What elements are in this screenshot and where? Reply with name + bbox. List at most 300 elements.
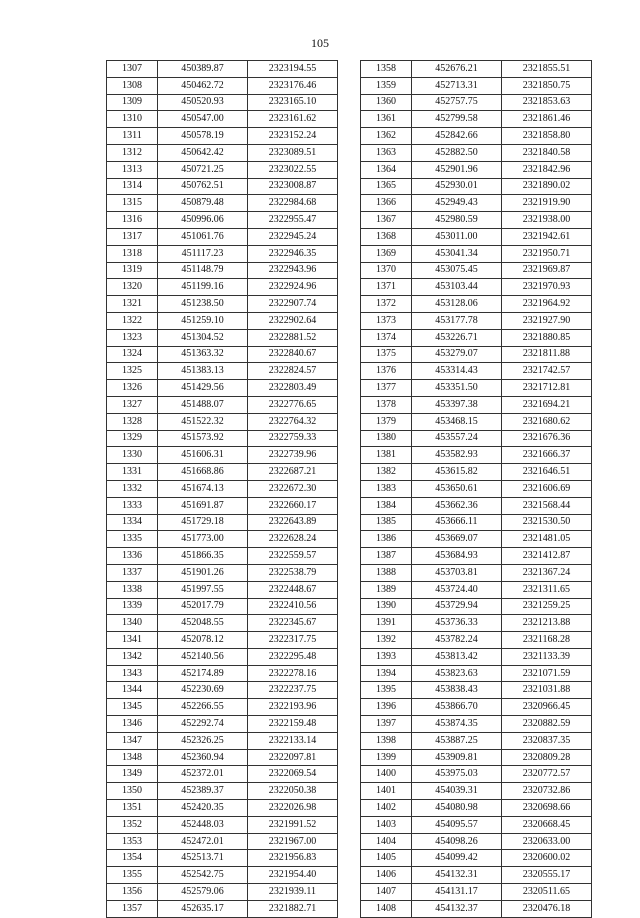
y-coordinate-cell: 2322803.49 bbox=[248, 380, 338, 397]
point-number-cell: 1346 bbox=[107, 716, 158, 733]
y-coordinate-cell: 2321939.11 bbox=[248, 884, 338, 901]
y-coordinate-cell: 2321861.46 bbox=[502, 111, 592, 128]
point-number-cell: 1338 bbox=[107, 581, 158, 598]
table-row bbox=[361, 884, 592, 901]
table-row bbox=[107, 480, 338, 497]
x-coordinate-cell: 452389.37 bbox=[158, 783, 248, 800]
point-number-cell: 1375 bbox=[361, 346, 412, 363]
table-row bbox=[107, 816, 338, 833]
table-row bbox=[361, 833, 592, 850]
point-number-cell: 1316 bbox=[107, 212, 158, 229]
x-coordinate-cell: 450642.42 bbox=[158, 144, 248, 161]
x-coordinate-cell: 451363.32 bbox=[158, 346, 248, 363]
point-number-cell: 1324 bbox=[107, 346, 158, 363]
x-coordinate-cell: 451522.32 bbox=[158, 413, 248, 430]
point-number-cell: 1345 bbox=[107, 699, 158, 716]
y-coordinate-cell: 2322278.16 bbox=[248, 665, 338, 682]
point-number-cell: 1394 bbox=[361, 665, 412, 682]
y-coordinate-cell: 2321967.00 bbox=[248, 833, 338, 850]
point-number-cell: 1331 bbox=[107, 464, 158, 481]
x-coordinate-cell: 451148.79 bbox=[158, 262, 248, 279]
table-row bbox=[361, 766, 592, 783]
table-row bbox=[107, 665, 338, 682]
x-coordinate-cell: 454132.37 bbox=[412, 900, 502, 917]
table-row bbox=[107, 77, 338, 94]
table-row bbox=[361, 380, 592, 397]
table-body-right bbox=[361, 61, 592, 918]
point-number-cell: 1313 bbox=[107, 161, 158, 178]
table-row bbox=[107, 228, 338, 245]
x-coordinate-cell: 452676.21 bbox=[412, 61, 502, 78]
x-coordinate-cell: 452360.94 bbox=[158, 749, 248, 766]
x-coordinate-cell: 451117.23 bbox=[158, 245, 248, 262]
x-coordinate-cell: 451606.31 bbox=[158, 447, 248, 464]
x-coordinate-cell: 452882.50 bbox=[412, 144, 502, 161]
x-coordinate-cell: 452230.69 bbox=[158, 682, 248, 699]
y-coordinate-cell: 2321956.83 bbox=[248, 850, 338, 867]
point-number-cell: 1370 bbox=[361, 262, 412, 279]
x-coordinate-cell: 450547.00 bbox=[158, 111, 248, 128]
y-coordinate-cell: 2320809.28 bbox=[502, 749, 592, 766]
point-number-cell: 1352 bbox=[107, 816, 158, 833]
point-number-cell: 1323 bbox=[107, 329, 158, 346]
point-number-cell: 1376 bbox=[361, 363, 412, 380]
point-number-cell: 1384 bbox=[361, 497, 412, 514]
point-number-cell: 1387 bbox=[361, 548, 412, 565]
x-coordinate-cell: 453314.43 bbox=[412, 363, 502, 380]
table-row bbox=[361, 296, 592, 313]
y-coordinate-cell: 2321970.93 bbox=[502, 279, 592, 296]
table-row bbox=[107, 245, 338, 262]
x-coordinate-cell: 453075.45 bbox=[412, 262, 502, 279]
x-coordinate-cell: 452635.17 bbox=[158, 900, 248, 917]
point-number-cell: 1374 bbox=[361, 329, 412, 346]
point-number-cell: 1309 bbox=[107, 94, 158, 111]
y-coordinate-cell: 2321858.80 bbox=[502, 128, 592, 145]
x-coordinate-cell: 454099.42 bbox=[412, 850, 502, 867]
y-coordinate-cell: 2321742.57 bbox=[502, 363, 592, 380]
y-coordinate-cell: 2322559.57 bbox=[248, 548, 338, 565]
y-coordinate-cell: 2321031.88 bbox=[502, 682, 592, 699]
table-row bbox=[107, 766, 338, 783]
x-coordinate-cell: 451901.26 bbox=[158, 564, 248, 581]
point-number-cell: 1312 bbox=[107, 144, 158, 161]
table-row bbox=[107, 128, 338, 145]
x-coordinate-cell: 452799.58 bbox=[412, 111, 502, 128]
x-coordinate-cell: 450520.93 bbox=[158, 94, 248, 111]
x-coordinate-cell: 453813.42 bbox=[412, 648, 502, 665]
point-number-cell: 1347 bbox=[107, 732, 158, 749]
x-coordinate-cell: 453666.11 bbox=[412, 514, 502, 531]
point-number-cell: 1308 bbox=[107, 77, 158, 94]
y-coordinate-cell: 2322159.48 bbox=[248, 716, 338, 733]
y-coordinate-cell: 2323165.10 bbox=[248, 94, 338, 111]
table-row bbox=[107, 464, 338, 481]
point-number-cell: 1395 bbox=[361, 682, 412, 699]
point-number-cell: 1379 bbox=[361, 413, 412, 430]
point-number-cell: 1319 bbox=[107, 262, 158, 279]
y-coordinate-cell: 2322946.35 bbox=[248, 245, 338, 262]
table-row bbox=[361, 581, 592, 598]
table-row bbox=[107, 346, 338, 363]
point-number-cell: 1335 bbox=[107, 531, 158, 548]
table-row bbox=[361, 514, 592, 531]
table-row bbox=[107, 178, 338, 195]
point-number-cell: 1311 bbox=[107, 128, 158, 145]
y-coordinate-cell: 2320633.00 bbox=[502, 833, 592, 850]
y-coordinate-cell: 2322687.21 bbox=[248, 464, 338, 481]
point-number-cell: 1378 bbox=[361, 396, 412, 413]
y-coordinate-cell: 2322628.24 bbox=[248, 531, 338, 548]
x-coordinate-cell: 454132.31 bbox=[412, 867, 502, 884]
y-coordinate-cell: 2321606.69 bbox=[502, 480, 592, 497]
y-coordinate-cell: 2322193.96 bbox=[248, 699, 338, 716]
table-row bbox=[107, 94, 338, 111]
x-coordinate-cell: 451668.86 bbox=[158, 464, 248, 481]
x-coordinate-cell: 452048.55 bbox=[158, 615, 248, 632]
table-row bbox=[107, 749, 338, 766]
x-coordinate-cell: 452140.56 bbox=[158, 648, 248, 665]
point-number-cell: 1325 bbox=[107, 363, 158, 380]
table-row bbox=[107, 161, 338, 178]
point-number-cell: 1389 bbox=[361, 581, 412, 598]
y-coordinate-cell: 2321850.75 bbox=[502, 77, 592, 94]
y-coordinate-cell: 2322295.48 bbox=[248, 648, 338, 665]
x-coordinate-cell: 451304.52 bbox=[158, 329, 248, 346]
table-row bbox=[361, 648, 592, 665]
table-row bbox=[361, 480, 592, 497]
point-number-cell: 1348 bbox=[107, 749, 158, 766]
point-number-cell: 1402 bbox=[361, 800, 412, 817]
point-number-cell: 1397 bbox=[361, 716, 412, 733]
point-number-cell: 1372 bbox=[361, 296, 412, 313]
x-coordinate-cell: 453011.00 bbox=[412, 228, 502, 245]
y-coordinate-cell: 2321840.58 bbox=[502, 144, 592, 161]
x-coordinate-cell: 452842.66 bbox=[412, 128, 502, 145]
point-number-cell: 1358 bbox=[361, 61, 412, 78]
point-number-cell: 1342 bbox=[107, 648, 158, 665]
y-coordinate-cell: 2322924.96 bbox=[248, 279, 338, 296]
x-coordinate-cell: 452930.01 bbox=[412, 178, 502, 195]
y-coordinate-cell: 2322776.65 bbox=[248, 396, 338, 413]
x-coordinate-cell: 453103.44 bbox=[412, 279, 502, 296]
y-coordinate-cell: 2322943.96 bbox=[248, 262, 338, 279]
point-number-cell: 1393 bbox=[361, 648, 412, 665]
y-coordinate-cell: 2322448.67 bbox=[248, 581, 338, 598]
x-coordinate-cell: 453351.50 bbox=[412, 380, 502, 397]
y-coordinate-cell: 2321694.21 bbox=[502, 396, 592, 413]
y-coordinate-cell: 2323022.55 bbox=[248, 161, 338, 178]
y-coordinate-cell: 2321481.05 bbox=[502, 531, 592, 548]
table-row bbox=[107, 632, 338, 649]
x-coordinate-cell: 452579.06 bbox=[158, 884, 248, 901]
table-row bbox=[361, 396, 592, 413]
x-coordinate-cell: 453729.94 bbox=[412, 598, 502, 615]
point-number-cell: 1337 bbox=[107, 564, 158, 581]
y-coordinate-cell: 2321950.71 bbox=[502, 245, 592, 262]
point-number-cell: 1399 bbox=[361, 749, 412, 766]
x-coordinate-cell: 453128.06 bbox=[412, 296, 502, 313]
y-coordinate-cell: 2322237.75 bbox=[248, 682, 338, 699]
table-row bbox=[107, 514, 338, 531]
y-coordinate-cell: 2321855.51 bbox=[502, 61, 592, 78]
x-coordinate-cell: 454095.57 bbox=[412, 816, 502, 833]
x-coordinate-cell: 453782.24 bbox=[412, 632, 502, 649]
table-row bbox=[107, 850, 338, 867]
x-coordinate-cell: 453615.82 bbox=[412, 464, 502, 481]
point-number-cell: 1362 bbox=[361, 128, 412, 145]
point-number-cell: 1408 bbox=[361, 900, 412, 917]
point-number-cell: 1403 bbox=[361, 816, 412, 833]
x-coordinate-cell: 450578.19 bbox=[158, 128, 248, 145]
y-coordinate-cell: 2322133.14 bbox=[248, 732, 338, 749]
table-row bbox=[107, 800, 338, 817]
y-coordinate-cell: 2320476.18 bbox=[502, 900, 592, 917]
table-row bbox=[361, 531, 592, 548]
y-coordinate-cell: 2320555.17 bbox=[502, 867, 592, 884]
table-row bbox=[107, 648, 338, 665]
point-number-cell: 1361 bbox=[361, 111, 412, 128]
y-coordinate-cell: 2322050.38 bbox=[248, 783, 338, 800]
table-row bbox=[361, 615, 592, 632]
y-coordinate-cell: 2322345.67 bbox=[248, 615, 338, 632]
point-number-cell: 1391 bbox=[361, 615, 412, 632]
x-coordinate-cell: 451674.13 bbox=[158, 480, 248, 497]
x-coordinate-cell: 451429.56 bbox=[158, 380, 248, 397]
x-coordinate-cell: 452326.25 bbox=[158, 732, 248, 749]
x-coordinate-cell: 451488.07 bbox=[158, 396, 248, 413]
y-coordinate-cell: 2321964.92 bbox=[502, 296, 592, 313]
table-row bbox=[361, 867, 592, 884]
y-coordinate-cell: 2321938.00 bbox=[502, 212, 592, 229]
table-row bbox=[361, 61, 592, 78]
point-number-cell: 1383 bbox=[361, 480, 412, 497]
table-row bbox=[107, 884, 338, 901]
coordinates-table-right bbox=[360, 60, 592, 918]
x-coordinate-cell: 453724.40 bbox=[412, 581, 502, 598]
x-coordinate-cell: 453887.25 bbox=[412, 732, 502, 749]
table-row bbox=[107, 867, 338, 884]
table-row bbox=[107, 531, 338, 548]
point-number-cell: 1356 bbox=[107, 884, 158, 901]
table-body-left bbox=[107, 61, 338, 918]
y-coordinate-cell: 2320772.57 bbox=[502, 766, 592, 783]
x-coordinate-cell: 453582.93 bbox=[412, 447, 502, 464]
point-number-cell: 1404 bbox=[361, 833, 412, 850]
point-number-cell: 1382 bbox=[361, 464, 412, 481]
point-number-cell: 1380 bbox=[361, 430, 412, 447]
table-row bbox=[361, 749, 592, 766]
table-row bbox=[107, 581, 338, 598]
table-row bbox=[361, 212, 592, 229]
x-coordinate-cell: 453866.70 bbox=[412, 699, 502, 716]
y-coordinate-cell: 2321991.52 bbox=[248, 816, 338, 833]
point-number-cell: 1322 bbox=[107, 312, 158, 329]
y-coordinate-cell: 2323194.55 bbox=[248, 61, 338, 78]
point-number-cell: 1307 bbox=[107, 61, 158, 78]
y-coordinate-cell: 2322955.47 bbox=[248, 212, 338, 229]
table-row bbox=[107, 380, 338, 397]
point-number-cell: 1343 bbox=[107, 665, 158, 682]
coordinates-table-left bbox=[106, 60, 338, 918]
y-coordinate-cell: 2322643.89 bbox=[248, 514, 338, 531]
x-coordinate-cell: 453468.15 bbox=[412, 413, 502, 430]
point-number-cell: 1392 bbox=[361, 632, 412, 649]
table-row bbox=[107, 430, 338, 447]
point-number-cell: 1371 bbox=[361, 279, 412, 296]
point-number-cell: 1350 bbox=[107, 783, 158, 800]
x-coordinate-cell: 452757.75 bbox=[412, 94, 502, 111]
point-number-cell: 1334 bbox=[107, 514, 158, 531]
table-row bbox=[361, 228, 592, 245]
table-row bbox=[107, 363, 338, 380]
x-coordinate-cell: 453397.38 bbox=[412, 396, 502, 413]
x-coordinate-cell: 452472.01 bbox=[158, 833, 248, 850]
table-row bbox=[107, 195, 338, 212]
x-coordinate-cell: 453279.07 bbox=[412, 346, 502, 363]
x-coordinate-cell: 452448.03 bbox=[158, 816, 248, 833]
point-number-cell: 1339 bbox=[107, 598, 158, 615]
x-coordinate-cell: 453823.63 bbox=[412, 665, 502, 682]
table-row bbox=[361, 800, 592, 817]
x-coordinate-cell: 451866.35 bbox=[158, 548, 248, 565]
y-coordinate-cell: 2320966.45 bbox=[502, 699, 592, 716]
y-coordinate-cell: 2321882.71 bbox=[248, 900, 338, 917]
point-number-cell: 1310 bbox=[107, 111, 158, 128]
x-coordinate-cell: 451061.76 bbox=[158, 228, 248, 245]
x-coordinate-cell: 453975.03 bbox=[412, 766, 502, 783]
y-coordinate-cell: 2321880.85 bbox=[502, 329, 592, 346]
table-row bbox=[361, 77, 592, 94]
x-coordinate-cell: 452542.75 bbox=[158, 867, 248, 884]
y-coordinate-cell: 2322097.81 bbox=[248, 749, 338, 766]
y-coordinate-cell: 2321568.44 bbox=[502, 497, 592, 514]
x-coordinate-cell: 453226.71 bbox=[412, 329, 502, 346]
table-row bbox=[107, 296, 338, 313]
point-number-cell: 1329 bbox=[107, 430, 158, 447]
point-number-cell: 1327 bbox=[107, 396, 158, 413]
table-row bbox=[361, 699, 592, 716]
x-coordinate-cell: 453838.43 bbox=[412, 682, 502, 699]
point-number-cell: 1373 bbox=[361, 312, 412, 329]
point-number-cell: 1317 bbox=[107, 228, 158, 245]
y-coordinate-cell: 2322945.24 bbox=[248, 228, 338, 245]
point-number-cell: 1328 bbox=[107, 413, 158, 430]
point-number-cell: 1330 bbox=[107, 447, 158, 464]
point-number-cell: 1364 bbox=[361, 161, 412, 178]
table-row bbox=[361, 783, 592, 800]
table-row bbox=[361, 111, 592, 128]
y-coordinate-cell: 2321213.88 bbox=[502, 615, 592, 632]
y-coordinate-cell: 2320837.35 bbox=[502, 732, 592, 749]
point-number-cell: 1369 bbox=[361, 245, 412, 262]
y-coordinate-cell: 2322739.96 bbox=[248, 447, 338, 464]
point-number-cell: 1368 bbox=[361, 228, 412, 245]
table-row bbox=[361, 716, 592, 733]
table-row bbox=[107, 615, 338, 632]
table-row bbox=[107, 682, 338, 699]
point-number-cell: 1406 bbox=[361, 867, 412, 884]
y-coordinate-cell: 2322984.68 bbox=[248, 195, 338, 212]
table-row bbox=[361, 665, 592, 682]
x-coordinate-cell: 454039.31 bbox=[412, 783, 502, 800]
table-row bbox=[361, 329, 592, 346]
x-coordinate-cell: 453684.93 bbox=[412, 548, 502, 565]
y-coordinate-cell: 2320511.65 bbox=[502, 884, 592, 901]
x-coordinate-cell: 453041.34 bbox=[412, 245, 502, 262]
table-row bbox=[361, 262, 592, 279]
y-coordinate-cell: 2321676.36 bbox=[502, 430, 592, 447]
table-row bbox=[107, 699, 338, 716]
x-coordinate-cell: 452292.74 bbox=[158, 716, 248, 733]
point-number-cell: 1407 bbox=[361, 884, 412, 901]
point-number-cell: 1396 bbox=[361, 699, 412, 716]
y-coordinate-cell: 2323176.46 bbox=[248, 77, 338, 94]
table-row bbox=[361, 598, 592, 615]
x-coordinate-cell: 451691.87 bbox=[158, 497, 248, 514]
y-coordinate-cell: 2322538.79 bbox=[248, 564, 338, 581]
point-number-cell: 1365 bbox=[361, 178, 412, 195]
table-row bbox=[107, 279, 338, 296]
x-coordinate-cell: 453703.81 bbox=[412, 564, 502, 581]
y-coordinate-cell: 2321311.65 bbox=[502, 581, 592, 598]
point-number-cell: 1388 bbox=[361, 564, 412, 581]
y-coordinate-cell: 2323008.87 bbox=[248, 178, 338, 195]
table-row bbox=[107, 413, 338, 430]
point-number-cell: 1359 bbox=[361, 77, 412, 94]
y-coordinate-cell: 2321969.87 bbox=[502, 262, 592, 279]
y-coordinate-cell: 2321133.39 bbox=[502, 648, 592, 665]
x-coordinate-cell: 453177.78 bbox=[412, 312, 502, 329]
y-coordinate-cell: 2321680.62 bbox=[502, 413, 592, 430]
x-coordinate-cell: 452713.31 bbox=[412, 77, 502, 94]
table-row bbox=[361, 144, 592, 161]
table-row bbox=[361, 464, 592, 481]
y-coordinate-cell: 2321530.50 bbox=[502, 514, 592, 531]
table-row bbox=[107, 783, 338, 800]
point-number-cell: 1400 bbox=[361, 766, 412, 783]
x-coordinate-cell: 453874.35 bbox=[412, 716, 502, 733]
y-coordinate-cell: 2322824.57 bbox=[248, 363, 338, 380]
x-coordinate-cell: 452017.79 bbox=[158, 598, 248, 615]
point-number-cell: 1349 bbox=[107, 766, 158, 783]
point-number-cell: 1385 bbox=[361, 514, 412, 531]
x-coordinate-cell: 450879.48 bbox=[158, 195, 248, 212]
point-number-cell: 1340 bbox=[107, 615, 158, 632]
table-row bbox=[107, 833, 338, 850]
y-coordinate-cell: 2322759.33 bbox=[248, 430, 338, 447]
x-coordinate-cell: 453669.07 bbox=[412, 531, 502, 548]
y-coordinate-cell: 2322902.64 bbox=[248, 312, 338, 329]
x-coordinate-cell: 451259.10 bbox=[158, 312, 248, 329]
table-row bbox=[361, 178, 592, 195]
table-row bbox=[361, 161, 592, 178]
y-coordinate-cell: 2322907.74 bbox=[248, 296, 338, 313]
table-row bbox=[107, 312, 338, 329]
y-coordinate-cell: 2321842.96 bbox=[502, 161, 592, 178]
y-coordinate-cell: 2321666.37 bbox=[502, 447, 592, 464]
x-coordinate-cell: 452901.96 bbox=[412, 161, 502, 178]
table-row bbox=[107, 548, 338, 565]
x-coordinate-cell: 452980.59 bbox=[412, 212, 502, 229]
x-coordinate-cell: 451383.13 bbox=[158, 363, 248, 380]
y-coordinate-cell: 2323089.51 bbox=[248, 144, 338, 161]
table-row bbox=[107, 111, 338, 128]
point-number-cell: 1367 bbox=[361, 212, 412, 229]
x-coordinate-cell: 452078.12 bbox=[158, 632, 248, 649]
x-coordinate-cell: 451773.00 bbox=[158, 531, 248, 548]
x-coordinate-cell: 450996.06 bbox=[158, 212, 248, 229]
